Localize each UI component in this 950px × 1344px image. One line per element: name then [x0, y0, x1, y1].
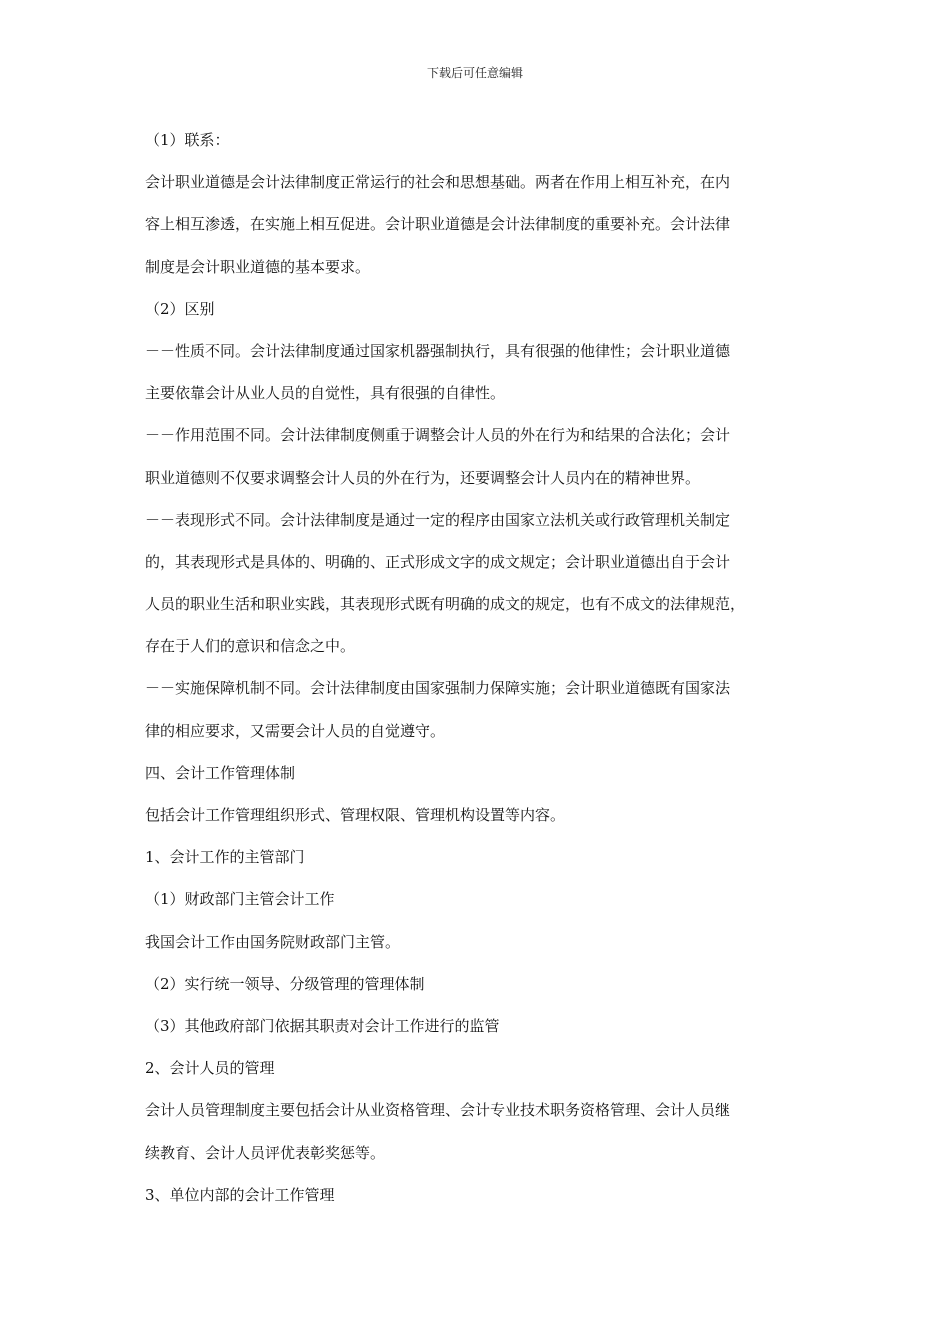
paragraph-line: （2）区别 [145, 299, 215, 318]
paragraph-line: 我国会计工作由国务院财政部门主管。 [145, 932, 401, 951]
document-body [145, 119, 810, 1216]
paragraph-line: 容上相互渗透，在实施上相互促进。会计职业道德是会计法律制度的重要补充。会计法律 [145, 215, 731, 234]
paragraph-line: 制度是会计职业道德的基本要求。 [145, 257, 371, 276]
paragraph-line: 人员的职业生活和职业实践，其表现形式既有明确的成文的规定，也有不成文的法律规范， [145, 595, 746, 614]
paragraph-line: （1）联系： [145, 131, 230, 149]
paragraph-line: （1）财政部门主管会计工作 [145, 890, 335, 909]
paragraph-line: 主要依靠会计从业人员的自觉性，具有很强的自律性。 [145, 384, 506, 403]
paragraph-line: 会计人员管理制度主要包括会计从业资格管理、会计专业技术职务资格管理、会计人员继 [145, 1101, 731, 1120]
page-header: 下载后可任意编辑 [426, 66, 523, 80]
subsection-heading: 1、会计工作的主管部门 [145, 848, 305, 867]
subsection-heading: 2、会计人员的管理 [145, 1059, 275, 1078]
section-heading: 四、会计工作管理体制 [145, 763, 296, 782]
paragraph-line: 的，其表现形式是具体的、明确的、正式形成文字的成文规定；会计职业道德出自于会计 [145, 552, 731, 571]
paragraph-line: （3）其他政府部门依据其职责对会计工作进行的监管 [145, 1016, 500, 1035]
paragraph-line: －－实施保障机制不同。会计法律制度由国家强制力保障实施；会计职业道德既有国家法 [145, 679, 731, 698]
paragraph-line: 会计职业道德是会计法律制度正常运行的社会和思想基础。两者在作用上相互补充，在内 [145, 173, 731, 192]
paragraph-line: 续教育、会计人员评优表彰奖惩等。 [145, 1143, 386, 1162]
paragraph-line: 存在于人们的意识和信念之中。 [145, 637, 356, 656]
paragraph-line: 职业道德则不仅要求调整会计人员的外在行为，还要调整会计人员内在的精神世界。 [145, 468, 701, 487]
subsection-heading: 3、单位内部的会计工作管理 [145, 1185, 335, 1204]
paragraph-line: 律的相应要求，又需要会计人员的自觉遵守。 [145, 721, 446, 740]
paragraph-line: －－表现形式不同。会计法律制度是通过一定的程序由国家立法机关或行政管理机关制定 [145, 510, 731, 529]
paragraph-line: －－性质不同。会计法律制度通过国家机器强制执行，具有很强的他律性；会计职业道德 [145, 341, 731, 360]
paragraph-line: （2）实行统一领导、分级管理的管理体制 [145, 974, 425, 993]
paragraph-line: －－作用范围不同。会计法律制度侧重于调整会计人员的外在行为和结果的合法化；会计 [145, 426, 731, 445]
paragraph-line: 包括会计工作管理组织形式、管理权限、管理机构设置等内容。 [145, 806, 566, 824]
